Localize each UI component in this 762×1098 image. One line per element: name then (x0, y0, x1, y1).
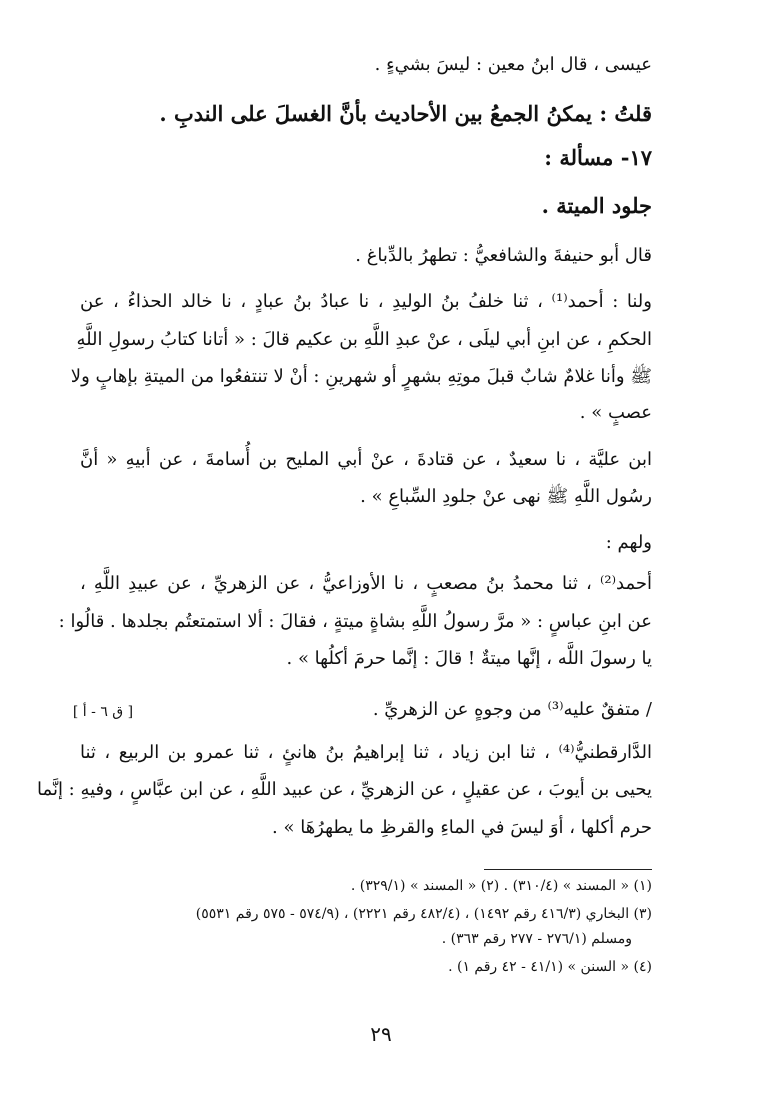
text-line: قال أبو حنيفةَ والشافعيُّ : تطهرُ بالدِّباغ . (355, 245, 652, 266)
footnote-line: (١) « المسند » (٣١٠/٤) . (٢) « المسند » (٣٢٩/١) . (350, 878, 652, 894)
text-line: أحمد⁽²⁾ ، ثنا محمدُ بنُ مصعبٍ ، نا الأوزاعيُّ ، عن الزهريِّ ، عن عبيدِ اللَّهِ ، (80, 573, 652, 594)
page-number: ٢٩ (370, 1022, 392, 1046)
text-line: رسُول اللَّهِ ﷺ نهى عنْ جلودِ السِّباعِ » . (360, 486, 652, 507)
heading-line: قلتُ : يمكنُ الجمعُ بين الأحاديث بأنَّ الغسلَ على الندبِ . (159, 101, 652, 126)
text-line: ولنا : أحمد⁽¹⁾ ، ثنا خلفُ بنُ الوليدِ ، نا عبادُ بنُ عبادٍ ، نا خالد الحذاءُ ، عن (80, 291, 652, 312)
footnote-divider (484, 869, 652, 870)
text-line: يا رسولَ اللَّه ، إنَّها ميتةٌ ! قالَ : إنَّما حرمَ أكلُها » . (286, 648, 652, 669)
text-line: يحيى بن أيوبَ ، عن عقيلٍ ، عن الزهريِّ ، عن عبيد اللَّهِ ، عن ابن عبَّاسٍ ، وفيهِ : إنَّما (37, 779, 652, 800)
text-line: عن ابنِ عباسٍ : « مرَّ رسولُ اللَّهِ بشاةٍ ميتةٍ ، فقالَ : ألا استمتعتُم بجلدها . قالُوا : (58, 611, 652, 632)
text-line: / متفقٌ عليه⁽³⁾ من وجوهٍ عن الزهريِّ . (372, 699, 652, 720)
text-line: الدَّارقطنيُّ⁽⁴⁾ ، ثنا ابن زياد ، ثنا إبراهيمُ بنُ هانئٍ ، ثنا عمرو بن الربيع ، ثنا (80, 742, 652, 763)
text-line: ﷺ وأنا غلامٌ شابٌ قبلَ موتِهِ بشهرٍ أو شهرينِ : أنْ لا تنتفعُوا من الميتةِ بإهابٍ ولا (70, 366, 652, 387)
text-line: ابن عليَّة ، نا سعيدٌ ، عن قتادةَ ، عنْ أبي المليح بن أُسامةَ ، عن أبيهِ « أنَّ (80, 449, 652, 470)
subject-heading: جلود الميتة . (541, 193, 652, 218)
footnote-line: ومسلم (٢٧٦/١ - ٢٧٧ رقم ٣٦٣) . (441, 931, 632, 947)
text-line: ولهم : (605, 532, 652, 553)
text-line: حرم أكلها ، أوَ ليسَ في الماءِ والقرظِ ما يطهرُهَا » . (272, 817, 652, 838)
footnote-line: (٤) « السنن » (٤١/١ - ٤٢ رقم ١) . (448, 959, 652, 975)
manuscript-folio-marker: [ ق ٦ - أ ] (72, 704, 134, 720)
section-heading: ١٧- مسألة : (544, 145, 652, 170)
text-line: الحكمِ ، عن ابنِ أبي ليلَى ، عنْ عبدِ اللَّهِ بن عكيم قالَ : « أتانا كتابُ رسولِ اللَّهِ (76, 329, 652, 350)
footnote-line: (٣) البخاري (٤١٦/٣ رقم ١٤٩٢) ، (٤٨٢/٤ رقم ٢٢٢١) ، (٥٧٤/٩ - ٥٧٥ رقم ٥٥٣١) (195, 906, 652, 922)
text-line: عصبٍ » . (579, 402, 652, 423)
text-line: عيسى ، قال ابنُ معين : ليسَ بشيءٍ . (374, 54, 652, 75)
